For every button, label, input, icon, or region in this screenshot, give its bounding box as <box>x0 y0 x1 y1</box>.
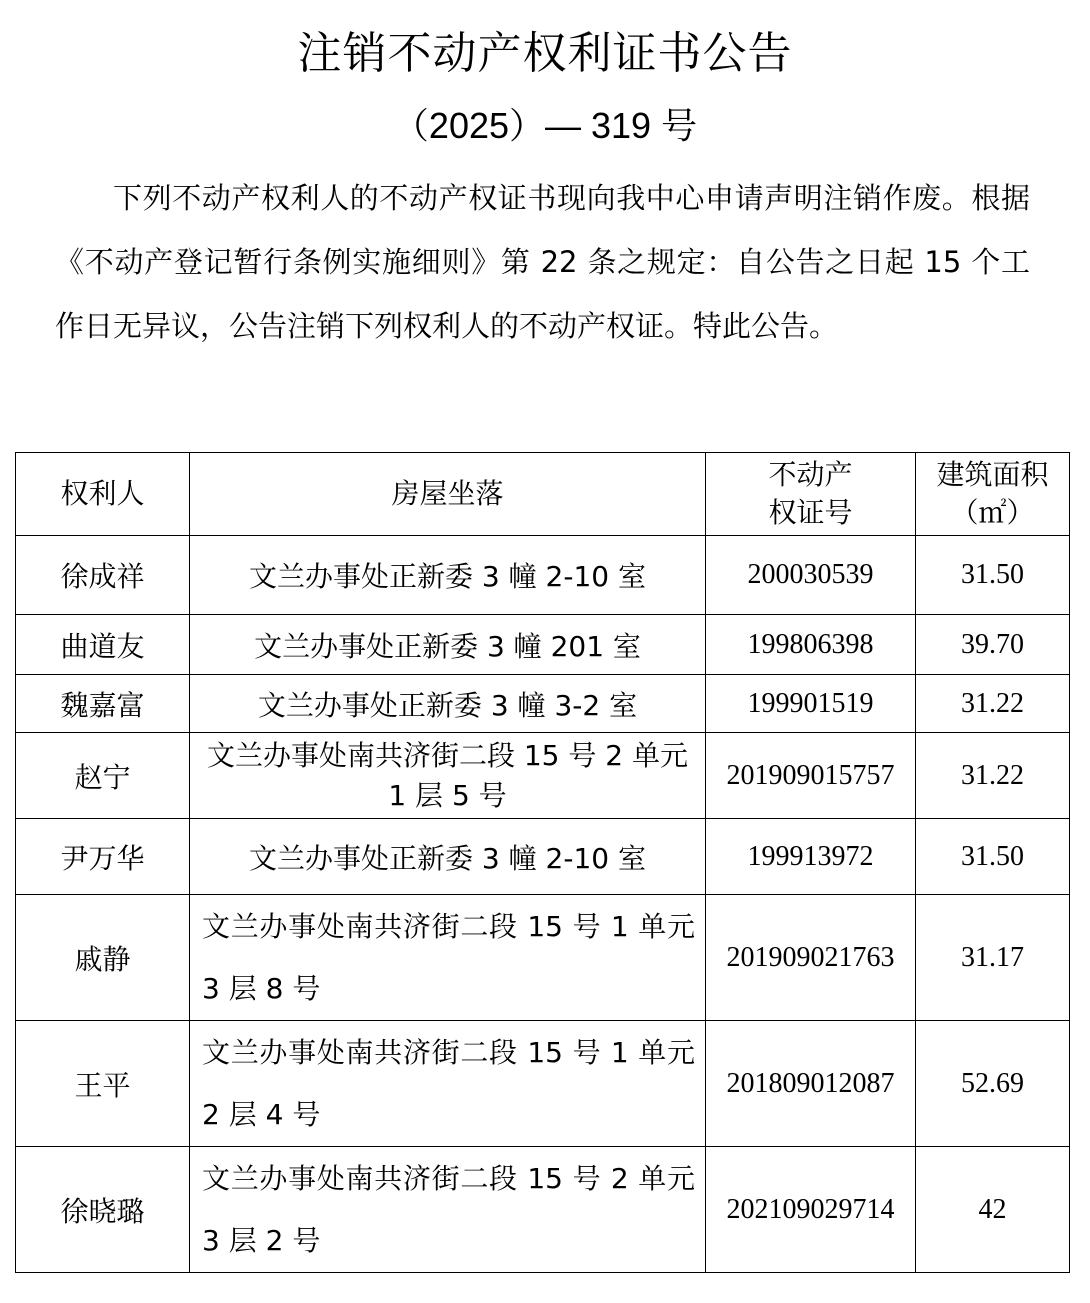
table-row <box>16 819 1070 895</box>
holder-cell: 曲道友 <box>16 615 190 675</box>
table-row <box>16 1021 1070 1147</box>
notice-title: 注销不动产权利证书公告 <box>297 28 793 79</box>
location-cell: 文兰办事处南共济街二段 15 号 2 单元 3 层 2 号 <box>190 1147 706 1273</box>
cert-no-cell: 199913972 <box>706 819 916 895</box>
cert-no-cell: 201909021763 <box>706 895 916 1021</box>
cert-no-cell: 199806398 <box>706 615 916 675</box>
table-row <box>16 733 1070 819</box>
location-cell: 文兰办事处正新委 3 幢 2-10 室 <box>190 536 706 615</box>
table-row <box>16 1147 1070 1273</box>
area-cell: 31.22 <box>916 733 1070 819</box>
notice-body: 下列不动产权利人的不动产权证书现向我中心申请声明注销作废。根据《不动产登记暂行条例实施细则》第 22 条之规定：自公告之日起 15 个工作日无异议，公告注销下列权利人的不动产权证。特此公告。 <box>55 181 1030 343</box>
area-cell: 42 <box>916 1147 1070 1273</box>
holder-cell: 王平 <box>16 1021 190 1147</box>
location-cell: 文兰办事处正新委 3 幢 3-2 室 <box>190 675 706 733</box>
area-cell: 31.17 <box>916 895 1070 1021</box>
header-area: 建筑面积（㎡） <box>916 453 1070 536</box>
header-holder: 权利人 <box>16 453 190 536</box>
cert-no-cell: 199901519 <box>706 675 916 733</box>
table-row <box>16 615 1070 675</box>
holder-cell: 戚静 <box>16 895 190 1021</box>
location-cell: 文兰办事处南共济街二段 15 号 1 单元 2 层 4 号 <box>190 1021 706 1147</box>
certificate-table <box>15 452 1070 1273</box>
holder-cell: 赵宁 <box>16 733 190 819</box>
location-cell: 文兰办事处南共济街二段 15 号 1 单元 3 层 8 号 <box>190 895 706 1021</box>
cert-no-cell: 202109029714 <box>706 1147 916 1273</box>
holder-cell: 徐成祥 <box>16 536 190 615</box>
header-cert-no: 不动产 权证号 <box>706 453 916 536</box>
header-location: 房屋坐落 <box>190 453 706 536</box>
cert-no-cell: 201809012087 <box>706 1021 916 1147</box>
notice-number: （2025）— 319 号 <box>392 105 698 146</box>
location-cell: 文兰办事处正新委 3 幢 201 室 <box>190 615 706 675</box>
cert-no-cell: 200030539 <box>706 536 916 615</box>
area-cell: 52.69 <box>916 1021 1070 1147</box>
table-row <box>16 895 1070 1021</box>
area-cell: 31.50 <box>916 536 1070 615</box>
table-row <box>16 675 1070 733</box>
holder-cell: 魏嘉富 <box>16 675 190 733</box>
area-cell: 31.50 <box>916 819 1070 895</box>
location-cell: 文兰办事处正新委 3 幢 2-10 室 <box>190 819 706 895</box>
area-cell: 31.22 <box>916 675 1070 733</box>
holder-cell: 尹万华 <box>16 819 190 895</box>
area-cell: 39.70 <box>916 615 1070 675</box>
cert-no-cell: 201909015757 <box>706 733 916 819</box>
holder-cell: 徐晓璐 <box>16 1147 190 1273</box>
table-row <box>16 536 1070 615</box>
location-cell: 文兰办事处南共济街二段 15 号 2 单元 1 层 5 号 <box>190 733 706 819</box>
table-header-row <box>16 453 1070 536</box>
